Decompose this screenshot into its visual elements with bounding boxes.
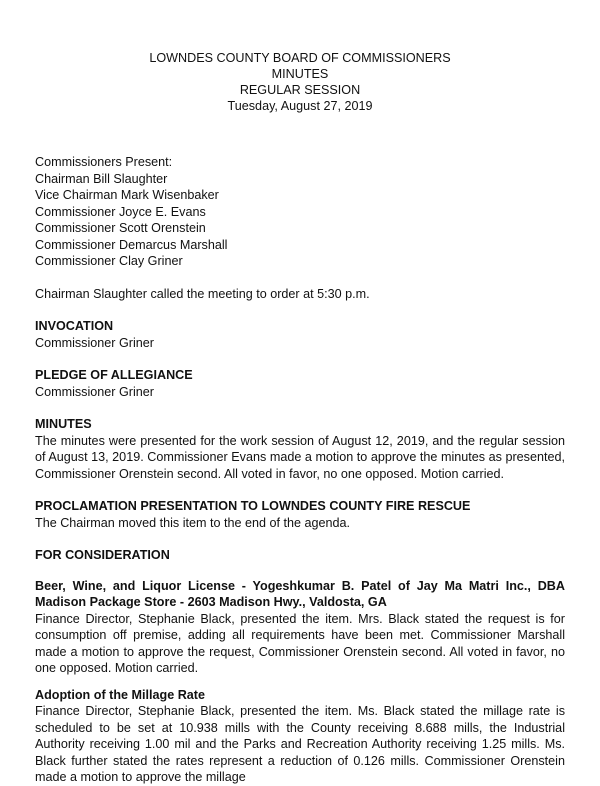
consideration-section <box>35 547 565 786</box>
attendee: Commissioner Scott Orenstein <box>35 221 206 235</box>
organization-name: LOWNDES COUNTY BOARD OF COMMISSIONERS <box>149 51 451 65</box>
section-title: INVOCATION <box>35 319 114 333</box>
call-to-order: Chairman Slaughter called the meeting to order at 5:30 p.m. <box>35 286 370 301</box>
item-title: Beer, Wine, and Liquor License - Yogeshkumar B. Patel of Jay Ma Matri Inc., DBA Madison Package Store - 2603 Madison Hwy., Valdosta, GA <box>35 578 565 609</box>
item-title: Adoption of the Millage Rate <box>35 687 206 702</box>
consideration-item <box>35 578 565 677</box>
attendee: Commissioner Clay Griner <box>35 254 183 268</box>
document-header <box>35 50 565 114</box>
attendee: Chairman Bill Slaughter <box>35 171 168 186</box>
meeting-date: Tuesday, August 27, 2019 <box>227 99 373 113</box>
invocation-section <box>35 318 565 351</box>
section-title: FOR CONSIDERATION <box>35 548 170 562</box>
section-text: Commissioner Griner <box>35 335 154 350</box>
document-type: MINUTES <box>271 67 329 81</box>
section-title: PROCLAMATION PRESENTATION TO LOWNDES COUNTY FIRE RESCUE <box>35 499 471 513</box>
item-text: Finance Director, Stephanie Black, presented the item. Ms. Black stated the millage rate is scheduled to be set at 10.938 mills with the County receiving 8.688 mills, the Industrial Authority receiving 1.00 mil and the Parks and Recreation Authority receiving 1.25 mills. Ms. Black further stated the rates represent a reduction of 0.126 mills. Commissioner Orenstein made a motion to approve the millage <box>35 704 565 784</box>
attendance-heading: Commissioners Present: <box>35 155 173 169</box>
section-text: Commissioner Griner <box>35 384 154 399</box>
session-type: REGULAR SESSION <box>239 83 361 97</box>
attendee: Commissioner Demarcus Marshall <box>35 237 228 252</box>
section-text: The minutes were presented for the work session of August 12, 2019, and the regular session of August 13, 2019. Commissioner Evans made a motion to approve the minutes as presented, Commissioner Orenstein second. All voted in favor, no one opposed. Motion carried. <box>35 433 565 481</box>
attendee: Vice Chairman Mark Wisenbaker <box>35 188 219 202</box>
attendee: Commissioner Joyce E. Evans <box>35 204 206 219</box>
proclamation-section <box>35 498 565 531</box>
minutes-section <box>35 416 565 482</box>
minutes-page <box>35 50 565 786</box>
attendance-list <box>35 154 565 270</box>
item-text: Finance Director, Stephanie Black, presented the item. Mrs. Black stated the request is for consumption off premise, adding all requirements have been met. Commissioner Marshall made a motion to approve the request, Commissioner Orenstein second. All voted in favor, no one opposed. Motion carried. <box>35 611 565 675</box>
pledge-section <box>35 367 565 400</box>
section-title: PLEDGE OF ALLEGIANCE <box>35 368 193 382</box>
section-title: MINUTES <box>35 417 92 431</box>
section-text: The Chairman moved this item to the end of the agenda. <box>35 515 351 530</box>
consideration-item <box>35 687 565 786</box>
